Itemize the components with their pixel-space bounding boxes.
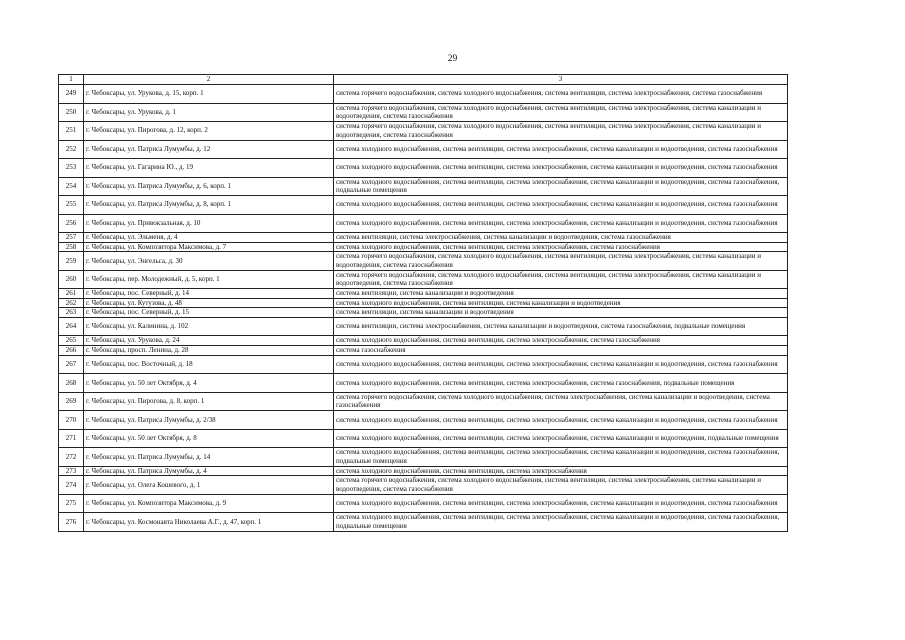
- table-row: [59, 252, 788, 271]
- row-number-cell: 257: [59, 233, 84, 243]
- address-cell: г. Чебоксары, пос. Восточный, д. 18: [84, 355, 334, 374]
- address-cell: г. Чебоксары, ул. Композитора Максимова, д. 7: [84, 242, 334, 252]
- address-cell: г. Чебоксары, ул. Патриса Лумумбы, д. 6, корп. 1: [84, 177, 334, 196]
- address-cell: г. Чебоксары, ул. Энгельса, д. 30: [84, 252, 334, 271]
- address-cell: г. Чебоксары, ул. Кутузова, д. 48: [84, 298, 334, 308]
- systems-cell: система горячего водоснабжения, система холодного водоснабжения, система электроснабжения, система канализации и водоотведения, система газоснабжения: [334, 392, 788, 411]
- systems-cell: система холодного водоснабжения, система вентиляции, система электроснабжения, система канализации и водоотведения, система газоснабжения: [334, 214, 788, 233]
- address-cell: г. Чебоксары, пер. Молодежный, д. 5, корп. 1: [84, 270, 334, 289]
- systems-cell: система холодного водоснабжения, система вентиляции, система электроснабжения, система канализации и водоотведения, система газоснабжения: [334, 355, 788, 374]
- row-number-cell: 268: [59, 374, 84, 393]
- table-row: [59, 177, 788, 196]
- address-cell: г. Чебоксары, ул. Урукова, д. 1: [84, 103, 334, 122]
- row-number-cell: 266: [59, 346, 84, 356]
- row-number-cell: 272: [59, 448, 84, 467]
- table-row: [59, 103, 788, 122]
- row-number-cell: 275: [59, 494, 84, 513]
- table-row: [59, 214, 788, 233]
- address-cell: г. Чебоксары, ул. Патриса Лумумбы, д. 4: [84, 466, 334, 476]
- row-number-cell: 261: [59, 289, 84, 299]
- address-cell: г. Чебоксары, ул. Пирогова, д. 12, корп. 2: [84, 122, 334, 141]
- systems-cell: система холодного водоснабжения, система вентиляции, система электроснабжения, система канализации и водоотведения, подвальные помещения: [334, 429, 788, 448]
- row-number-cell: 269: [59, 392, 84, 411]
- page-number: 29: [447, 54, 458, 64]
- systems-cell: система холодного водоснабжения, система вентиляции, система электроснабжения, система канализации и водоотведения, система газоснабжения: [334, 140, 788, 159]
- row-number-cell: 256: [59, 214, 84, 233]
- table-row: [59, 140, 788, 159]
- systems-cell: система вентиляции, система электроснабжения, система канализации и водоотведения, система газоснабжения: [334, 233, 788, 243]
- systems-cell: система холодного водоснабжения, система вентиляции, система электроснабжения, система канализации и водоотведения, система газоснабжения: [334, 159, 788, 178]
- row-number-cell: 254: [59, 177, 84, 196]
- table-header-row: [59, 75, 788, 85]
- address-cell: г. Чебоксары, пос. Северный, д. 15: [84, 308, 334, 318]
- table-row: [59, 355, 788, 374]
- systems-cell: система холодного водоснабжения, система вентиляции, система электроснабжения, система канализации и водоотведения, система газоснабжения, подвальные помещения: [334, 177, 788, 196]
- row-number-cell: 249: [59, 85, 84, 104]
- table-row: [59, 374, 788, 393]
- address-cell: г. Чебоксары, ул. Эльменя, д. 4: [84, 233, 334, 243]
- table-row: [59, 494, 788, 513]
- systems-cell: система холодного водоснабжения, система вентиляции, система электроснабжения, система канализации и водоотведения, система газоснабжения, подвальные помещения: [334, 513, 788, 532]
- row-number-cell: 263: [59, 308, 84, 318]
- address-cell: г. Чебоксары, ул. Космонавта Николаева А.Г., д. 47, корп. 1: [84, 513, 334, 532]
- table-row: [59, 122, 788, 141]
- table-row: [59, 317, 788, 336]
- systems-cell: система горячего водоснабжения, система холодного водоснабжения, система вентиляции, система электроснабжения, система канализации и водоотведения, система газоснабжения: [334, 252, 788, 271]
- table-row: [59, 85, 788, 104]
- row-number-cell: 276: [59, 513, 84, 532]
- table-row: [59, 308, 788, 318]
- address-cell: г. Чебоксары, ул. Патриса Лумумбы, д. 12: [84, 140, 334, 159]
- table-row: [59, 196, 788, 215]
- systems-cell: система холодного водоснабжения, система вентиляции, система электроснабжения, система канализации и водоотведения, система газоснабжения: [334, 196, 788, 215]
- row-number-cell: 251: [59, 122, 84, 141]
- row-number-cell: 270: [59, 411, 84, 430]
- row-number-cell: 265: [59, 336, 84, 346]
- row-number-cell: 258: [59, 242, 84, 252]
- table-row: [59, 159, 788, 178]
- row-number-cell: 250: [59, 103, 84, 122]
- systems-cell: система газоснабжения: [334, 346, 788, 356]
- table-row: [59, 476, 788, 495]
- row-number-cell: 271: [59, 429, 84, 448]
- table-row: [59, 270, 788, 289]
- address-cell: г. Чебоксары, просп. Ленина, д. 28: [84, 346, 334, 356]
- address-cell: г. Чебоксары, ул. Патриса Лумумбы, д. 14: [84, 448, 334, 467]
- systems-cell: система холодного водоснабжения, система вентиляции, система электроснабжения, система канализации и водоотведения, система газоснабжения: [334, 494, 788, 513]
- table-row: [59, 392, 788, 411]
- address-cell: г. Чебоксары, ул. Привокзальная, д. 10: [84, 214, 334, 233]
- systems-cell: система холодного водоснабжения, система вентиляции, система электроснабжения: [334, 466, 788, 476]
- address-cell: г. Чебоксары, ул. Патриса Лумумбы, д. 8, корп. 1: [84, 196, 334, 215]
- table-row: [59, 233, 788, 243]
- row-number-cell: 262: [59, 298, 84, 308]
- address-cell: г. Чебоксары, ул. Композитора Максимова, д. 9: [84, 494, 334, 513]
- systems-cell: система холодного водоснабжения, система вентиляции, система электроснабжения, система канализации и водоотведения, система газоснабжения: [334, 411, 788, 430]
- systems-cell: система вентиляции, система электроснабжения, система канализации и водоотведения, система газоснабжения, подвальные помещения: [334, 317, 788, 336]
- address-cell: г. Чебоксары, ул. Калинина, д. 102: [84, 317, 334, 336]
- address-cell: г. Чебоксары, ул. 50 лет Октября, д. 4: [84, 374, 334, 393]
- row-number-cell: 259: [59, 252, 84, 271]
- systems-cell: система вентиляции, система канализации и водоотведения: [334, 289, 788, 299]
- systems-cell: система горячего водоснабжения, система холодного водоснабжения, система вентиляции, система электроснабжения, система канализации и водоотведения, система газоснабжения: [334, 476, 788, 495]
- column-header-1: 1: [59, 75, 84, 85]
- table-row: [59, 289, 788, 299]
- systems-cell: система холодного водоснабжения, система вентиляции, система электроснабжения, система газоснабжения: [334, 336, 788, 346]
- table-row: [59, 298, 788, 308]
- address-cell: г. Чебоксары, ул. Олега Кошевого, д. 1: [84, 476, 334, 495]
- address-cell: г. Чебоксары, ул. Пирогова, д. 8, корп. 1: [84, 392, 334, 411]
- row-number-cell: 255: [59, 196, 84, 215]
- table-row: [59, 513, 788, 532]
- table-body: [59, 75, 788, 532]
- address-cell: г. Чебоксары, пос. Северный, д. 14: [84, 289, 334, 299]
- address-cell: г. Чебоксары, ул. Патриса Лумумбы, д. 2/38: [84, 411, 334, 430]
- address-cell: г. Чебоксары, ул. 50 лет Октября, д. 8: [84, 429, 334, 448]
- table-row: [59, 242, 788, 252]
- table-row: [59, 466, 788, 476]
- row-number-cell: 264: [59, 317, 84, 336]
- table-row: [59, 336, 788, 346]
- row-number-cell: 273: [59, 466, 84, 476]
- table-row: [59, 346, 788, 356]
- table-row: [59, 429, 788, 448]
- row-number-cell: 260: [59, 270, 84, 289]
- systems-cell: система горячего водоснабжения, система холодного водоснабжения, система вентиляции, система электроснабжения, система канализации и водоотведения, система газоснабжения: [334, 122, 788, 141]
- building-systems-table: [58, 74, 788, 532]
- systems-cell: система холодного водоснабжения, система вентиляции, система электроснабжения, система газоснабжения, подвальные помещения: [334, 374, 788, 393]
- row-number-cell: 253: [59, 159, 84, 178]
- address-cell: г. Чебоксары, ул. Урукова, д. 15, корп. 1: [84, 85, 334, 104]
- table-row: [59, 448, 788, 467]
- address-cell: г. Чебоксары, ул. Гагарина Ю., д. 19: [84, 159, 334, 178]
- column-header-3: 3: [334, 75, 788, 85]
- systems-cell: система холодного водоснабжения, система вентиляции, система электроснабжения, система газоснабжения: [334, 242, 788, 252]
- systems-cell: система горячего водоснабжения, система холодного водоснабжения, система вентиляции, система электроснабжения, система канализации и водоотведения, система газоснабжения: [334, 103, 788, 122]
- row-number-cell: 274: [59, 476, 84, 495]
- address-cell: г. Чебоксары, ул. Урукова, д. 24: [84, 336, 334, 346]
- systems-cell: система горячего водоснабжения, система холодного водоснабжения, система вентиляции, система электроснабжения, система газоснабжения: [334, 85, 788, 104]
- systems-cell: система холодного водоснабжения, система вентиляции, система электроснабжения, система канализации и водоотведения, система газоснабжения, подвальные помещения: [334, 448, 788, 467]
- systems-cell: система холодного водоснабжения, система вентиляции, система канализации и водоотведения: [334, 298, 788, 308]
- column-header-2: 2: [84, 75, 334, 85]
- systems-cell: система горячего водоснабжения, система холодного водоснабжения, система вентиляции, система электроснабжения, система канализации и водоотведения, система газоснабжения: [334, 270, 788, 289]
- table-row: [59, 411, 788, 430]
- row-number-cell: 252: [59, 140, 84, 159]
- row-number-cell: 267: [59, 355, 84, 374]
- systems-cell: система вентиляции, система канализации и водоотведения: [334, 308, 788, 318]
